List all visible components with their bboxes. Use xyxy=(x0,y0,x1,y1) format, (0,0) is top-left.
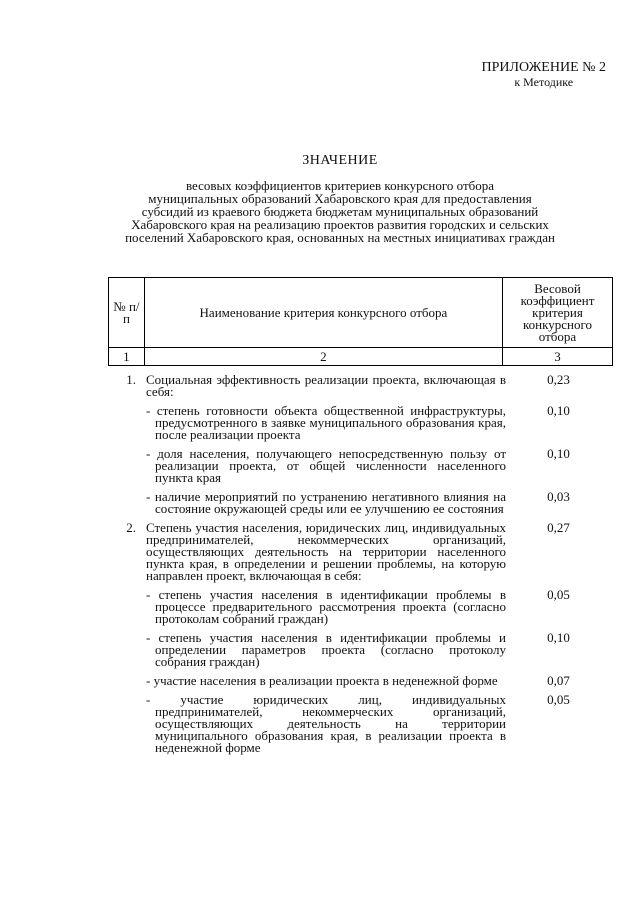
criterion-text: - степень участия населения в идентификации проблемы в процессе предварительного рассмотрения проекта (согласно протоколам собраний граждан) xyxy=(146,587,506,626)
heading-title: ЗНАЧЕНИЕ xyxy=(302,153,378,168)
appendix-subtitle: к Методике xyxy=(514,75,574,89)
criteria-list xyxy=(108,374,613,761)
criterion-row xyxy=(108,522,613,582)
criterion-sub-row xyxy=(108,694,613,754)
col-weight-header: Весовой коэффициент критерия конкурсного отбора xyxy=(503,278,613,348)
criterion-sub-row xyxy=(108,448,613,484)
criterion-weight: 0,03 xyxy=(547,489,570,504)
criterion-weight: 0,10 xyxy=(547,630,570,645)
criterion-text: - степень готовности объекта общественной инфраструктуры, предусмотренного в заявке муниципального образования края, после реализации проекта xyxy=(146,403,506,442)
criterion-weight: 0,23 xyxy=(547,372,570,387)
criterion-weight: 0,10 xyxy=(547,403,570,418)
heading-line: весовых коэффициентов критериев конкурсного отбора xyxy=(185,178,495,193)
criterion-weight: 0,27 xyxy=(547,520,570,535)
criterion-text: - степень участия населения в идентификации проблемы и определении параметров проекта (согласно протоколу собрания граждан) xyxy=(146,630,506,669)
criterion-text: Социальная эффективность реализации проекта, включающая в себя: xyxy=(146,372,506,399)
criterion-row xyxy=(108,374,613,398)
heading-line: поселений Хабаровского края, основанных на местных инициативах граждан xyxy=(125,230,555,245)
appendix-block xyxy=(482,60,607,90)
criterion-text: Степень участия населения, юридических лиц, индивидуальных предпринимателей, некоммерческих организаций, осуществляющих деятельность на территории населенного пункта края, в определении и решении проблемы, на которую направлен проект, включающая в себя: xyxy=(146,520,506,583)
criterion-sub-row xyxy=(108,405,613,441)
heading-line: муниципальных образований Хабаровского края для предоставления xyxy=(148,191,532,206)
criterion-text: - участие юридических лиц, индивидуальных предпринимателей, некоммерческих организаций, осуществляющих деятельность на территории муниципального образования края, в реализации проекта в неденежной форме xyxy=(146,692,506,755)
criterion-number: 2. xyxy=(126,520,136,535)
criterion-sub-row xyxy=(108,632,613,668)
col-index-2: 2 xyxy=(144,348,502,366)
heading-line: Хабаровского края на реализацию проектов развития городских и сельских xyxy=(131,217,549,232)
document-heading xyxy=(60,153,620,244)
criterion-weight: 0,05 xyxy=(547,692,570,707)
col-number-header: № п/п xyxy=(109,278,145,348)
criterion-text: - доля населения, получающего непосредственную пользу от реализации проекта, от общей численности населенного пункта края xyxy=(146,446,506,485)
criterion-weight: 0,10 xyxy=(547,446,570,461)
col-criterion-header: Наименование критерия конкурсного отбора xyxy=(144,278,502,348)
col-index-3: 3 xyxy=(503,348,613,366)
criterion-text: - участие населения в реализации проекта в неденежной форме xyxy=(146,673,498,688)
criterion-text: - наличие мероприятий по устранению негативного влияния на состояние окружающей среды или ее улучшению ее состояния xyxy=(146,489,506,516)
heading-line: субсидий из краевого бюджета бюджетам муниципальных образований xyxy=(141,204,539,219)
appendix-title: ПРИЛОЖЕНИЕ № 2 xyxy=(481,60,606,75)
col-index-1: 1 xyxy=(109,348,145,366)
criterion-number: 1. xyxy=(126,372,136,387)
criterion-sub-row xyxy=(108,589,613,625)
criterion-sub-row xyxy=(108,491,613,515)
criterion-weight: 0,05 xyxy=(547,587,570,602)
criteria-table-header xyxy=(108,277,613,366)
criterion-sub-row xyxy=(108,675,613,687)
criterion-weight: 0,07 xyxy=(547,673,570,688)
